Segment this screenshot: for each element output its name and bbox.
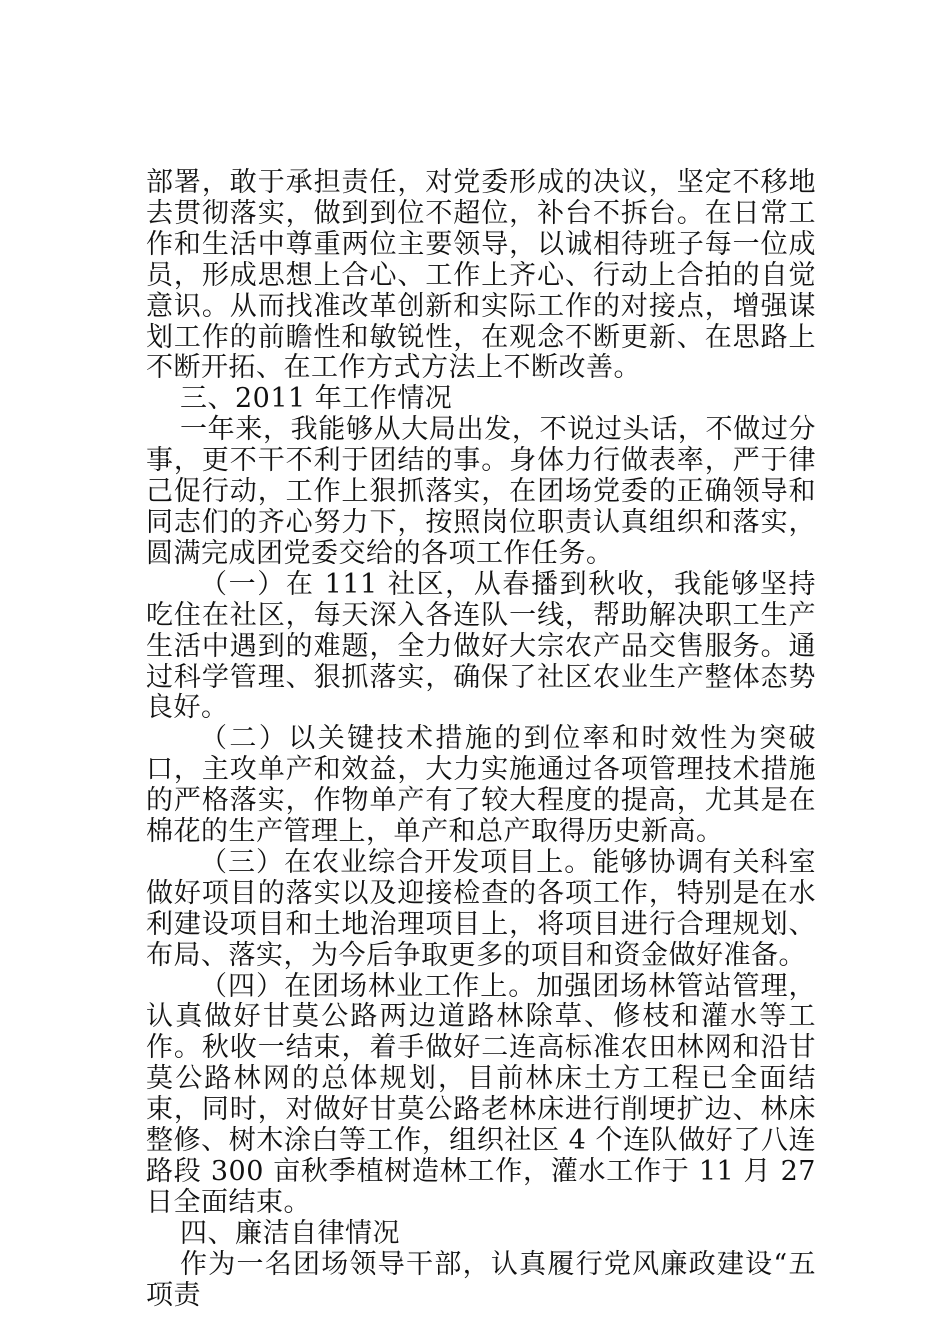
- paragraph-continuation: 部署，敢于承担责任，对党委形成的决议，坚定不移地去贯彻落实，做到到位不超位，补台不拆台。在日常工作和生活中尊重两位主要领导，以诚相待班子每一位成员，形成思想上合心、工作上齐心、行动上合拍的自觉意识。从而找准改革创新和实际工作的对接点，增强谋划工作的前瞻性和敏锐性，在观念不断更新、在思路上不断开拓、在工作方式方法上不断改善。: [146, 167, 816, 384]
- section-heading-work-situation: 三、2011 年工作情况: [180, 383, 453, 415]
- document-body: [146, 168, 816, 1312]
- paragraph-item-3: （三）在农业综合开发项目上。能够协调有关科室做好项目的落实以及迎接检查的各项工作，特别是在水利建设项目和土地治理项目上，将项目进行合理规划、布局、落实，为今后争取更多的项目和资金做好准备。: [146, 846, 816, 971]
- section-heading-integrity: 四、廉洁自律情况: [180, 1217, 400, 1249]
- paragraph-integrity: 作为一名团场领导干部，认真履行党风廉政建设“五项责: [146, 1248, 816, 1311]
- paragraph-item-4: （四）在团场林业工作上。加强团场林管站管理，认真做好甘莫公路两边道路林除草、修枝和灌水等工作。秋收一结束，着手做好二连高标准农田林网和沿甘莫公路林网的总体规划，目前林床土方工程已全面结束，同时，对做好甘莫公路老林床进行削埂扩边、林床整修、树木涂白等工作，组织社区 4 个连队做好了八连路段 300 亩秋季植树造林工作，灌水工作于 11 月 27 日全面结束。: [146, 970, 816, 1218]
- paragraph-item-2: （二）以关键技术措施的到位率和时效性为突破口，主攻单产和效益，大力实施通过各项管理技术措施的严格落实，作物单产有了较大程度的提高，尤其是在棉花的生产管理上，单产和总产取得历史新高。: [146, 723, 816, 848]
- paragraph-overview: 一年来，我能够从大局出发，不说过头话，不做过分事，更不干不利于团结的事。身体力行做表率，严于律己促行动，工作上狠抓落实，在团场党委的正确领导和同志们的齐心努力下，按照岗位职责认真组织和落实，圆满完成团党委交给的各项工作任务。: [146, 414, 816, 569]
- paragraph-item-1: （一）在 111 社区，从春播到秋收，我能够坚持吃住在社区，每天深入各连队一线，帮助解决职工生产生活中遇到的难题，全力做好大宗农产品交售服务。通过科学管理、狠抓落实，确保了社区农业生产整体态势良好。: [146, 568, 816, 724]
